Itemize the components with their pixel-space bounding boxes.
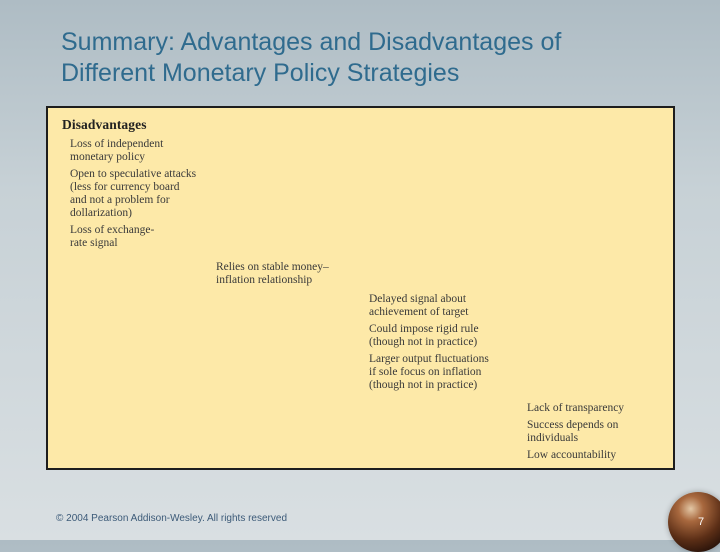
item-line: Delayed signal about <box>369 293 467 305</box>
disadvantages-panel <box>46 106 675 470</box>
decorative-orb-icon <box>668 492 720 552</box>
item-line: monetary policy <box>70 151 146 163</box>
item-line: (though not in practice) <box>369 336 478 348</box>
copyright-footer: © 2004 Pearson Addison-Wesley. All rights reserved <box>56 513 288 524</box>
item-line: Larger output fluctuations <box>369 353 489 365</box>
item-line: rate signal <box>70 237 118 249</box>
item-line: (though not in practice) <box>369 379 478 391</box>
column-monetary-targeting <box>216 261 329 291</box>
item-line: Success depends on <box>527 419 619 431</box>
item-line: Could impose rigid rule <box>369 323 479 335</box>
item-line: (less for currency board <box>70 181 180 193</box>
item-line: Lack of transparency <box>527 402 625 414</box>
item-line: individuals <box>527 432 579 444</box>
list-item <box>527 419 624 445</box>
list-item <box>369 293 489 319</box>
panel-heading: Disadvantages <box>62 117 147 132</box>
item-line: dollarization) <box>70 207 132 219</box>
list-item <box>70 224 196 250</box>
item-line: Open to speculative attacks <box>70 168 197 180</box>
item-line: and not a problem for <box>70 194 170 206</box>
column-implicit-anchor <box>527 402 624 466</box>
list-item <box>527 402 624 415</box>
item-line: if sole focus on inflation <box>369 366 482 378</box>
slide-title <box>61 27 681 89</box>
list-item <box>70 168 196 220</box>
page-number: 7 <box>698 516 705 528</box>
item-line: Loss of independent <box>70 138 164 150</box>
item-line: achievement of target <box>369 306 469 318</box>
list-item <box>216 261 329 287</box>
list-item <box>527 449 624 462</box>
list-item <box>369 323 489 349</box>
item-line: Loss of exchange- <box>70 224 155 236</box>
item-line: Relies on stable money– <box>216 261 329 273</box>
item-line: inflation relationship <box>216 274 313 286</box>
list-item <box>369 353 489 392</box>
column-fixed-exchange <box>70 138 196 254</box>
slide-title-line-1: Summary: Advantages and Disadvantages of <box>61 28 562 56</box>
slide-title-line-2: Different Monetary Policy Strategies <box>61 59 460 87</box>
column-inflation-targeting <box>369 293 489 396</box>
list-item <box>70 138 196 164</box>
item-line: Low accountability <box>527 449 617 461</box>
